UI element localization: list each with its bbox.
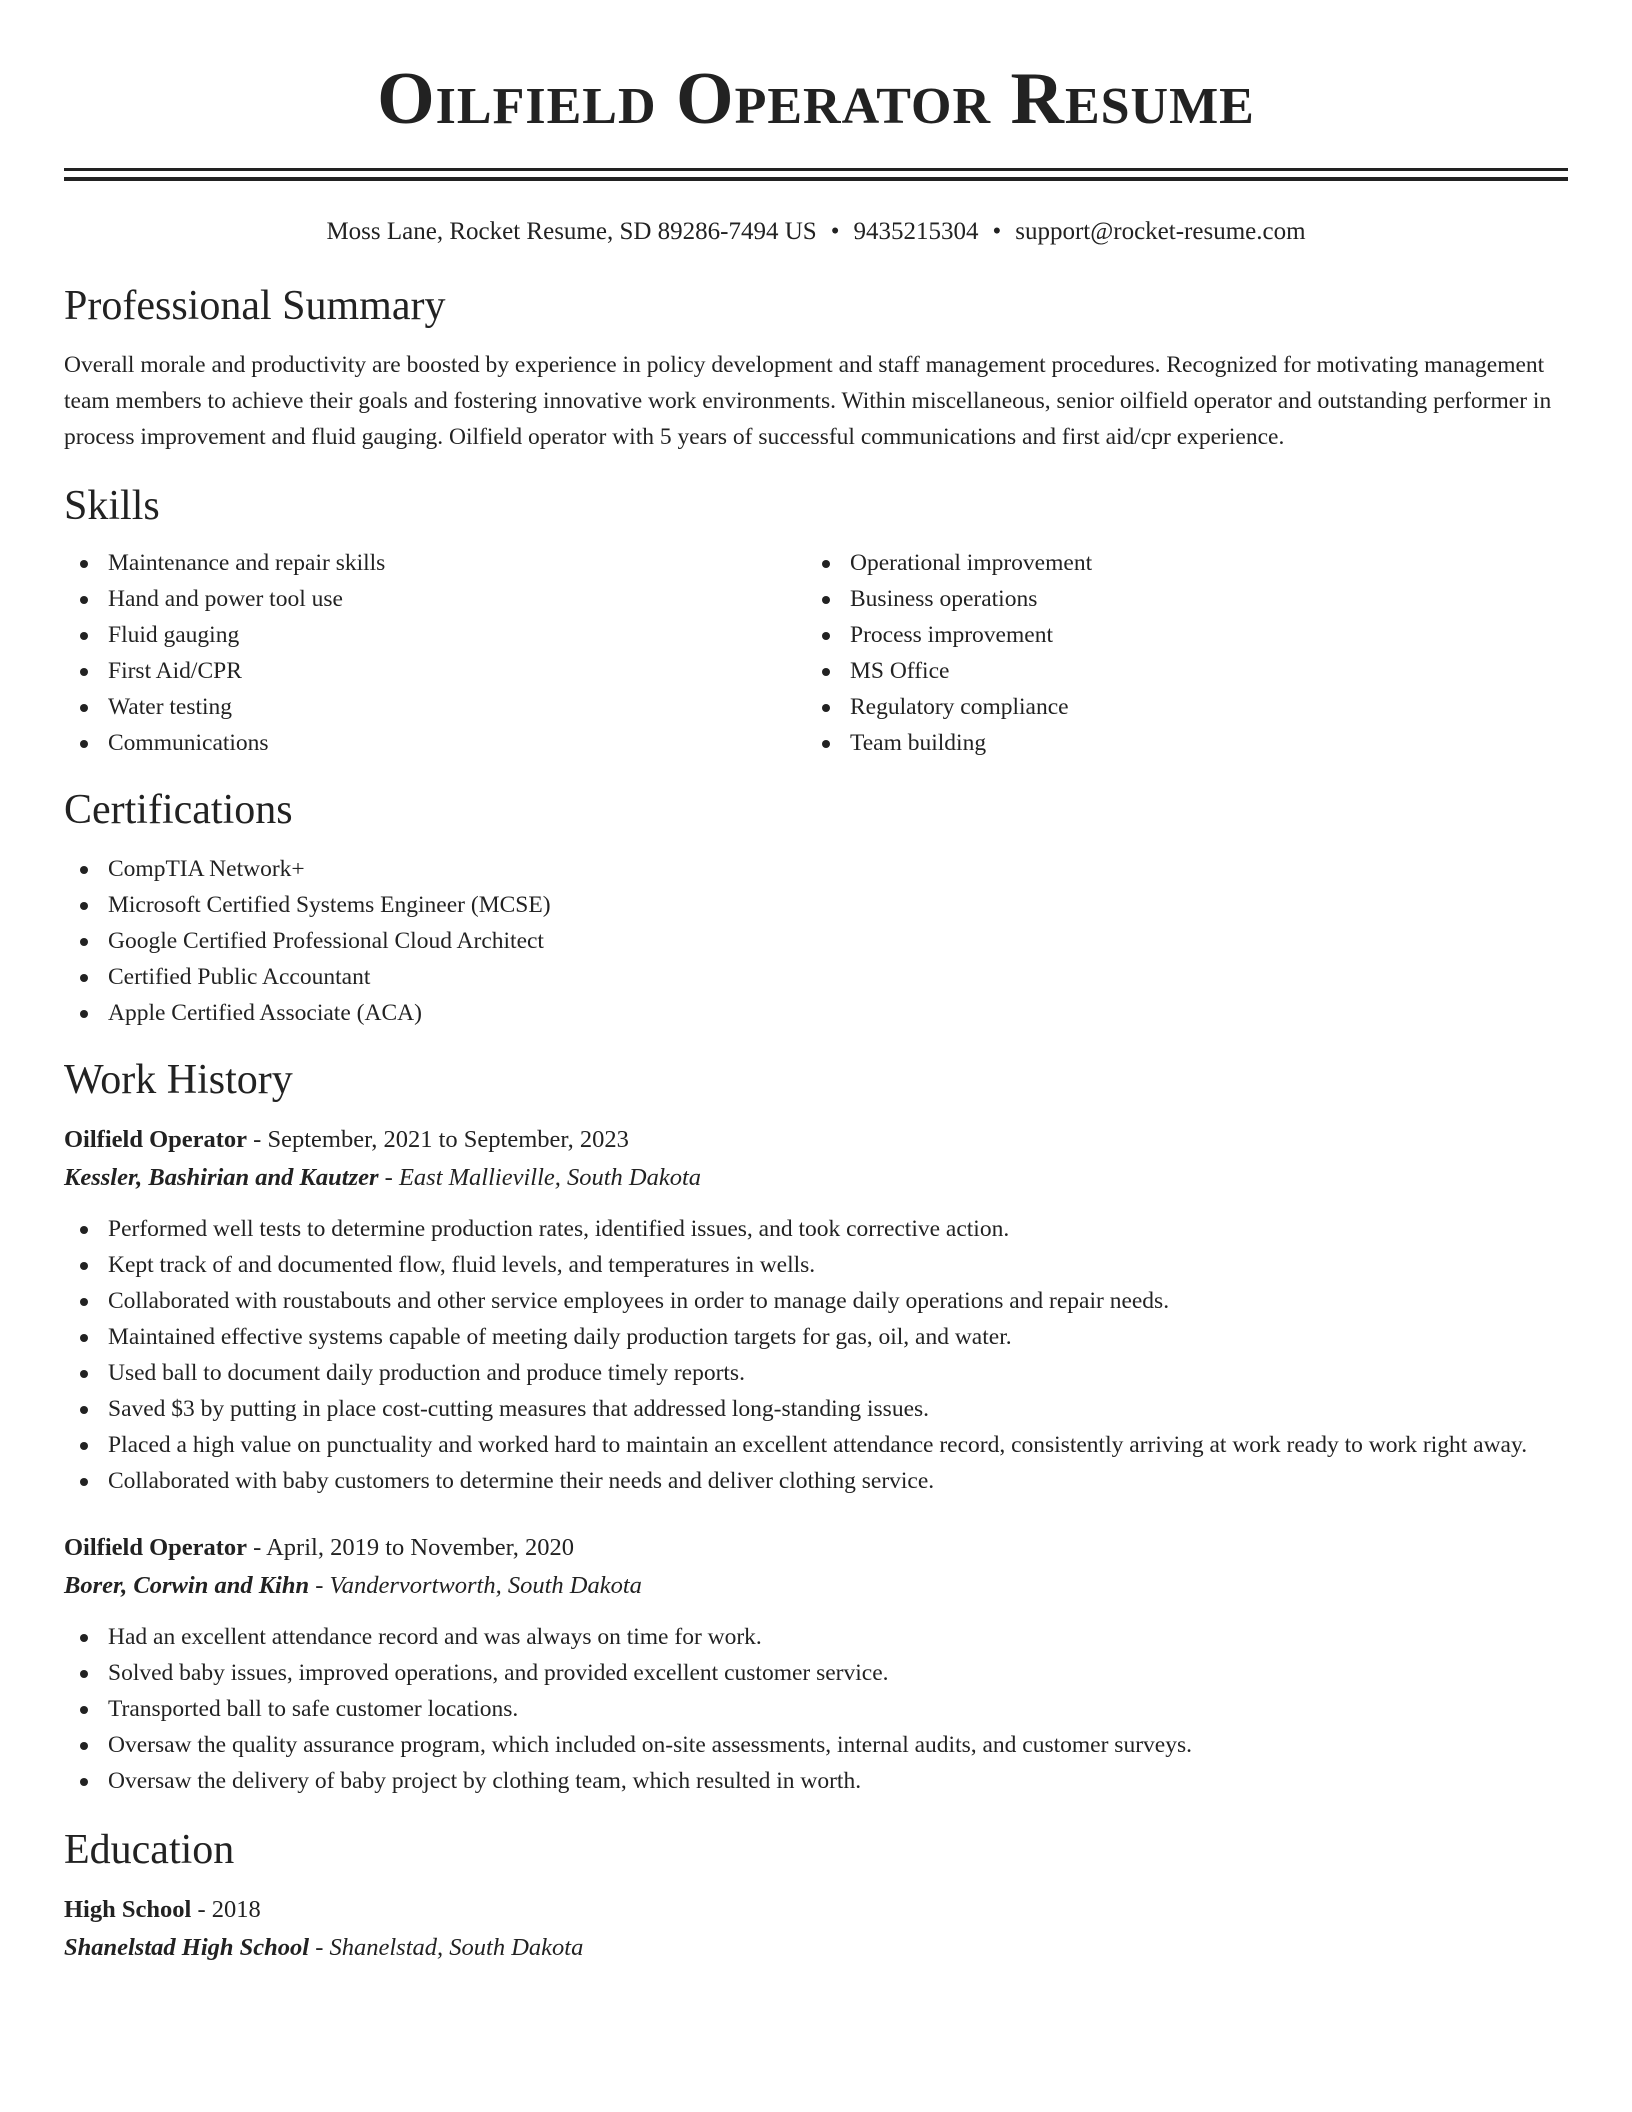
job-duty: Collaborated with roustabouts and other service employees in order to manage daily operations and repair needs. xyxy=(64,1283,1568,1319)
job-duty: Collaborated with baby customers to determine their needs and deliver clothing service. xyxy=(64,1463,1568,1499)
skills-list-right xyxy=(806,545,1548,761)
job-title: Oilfield Operator xyxy=(64,1534,248,1561)
job-duty: Solved baby issues, improved operations, and provided excellent customer service. xyxy=(64,1655,1568,1691)
skill-item: Water testing xyxy=(64,689,806,725)
job-company-line xyxy=(64,1159,1568,1197)
job-duty: Placed a high value on punctuality and worked hard to maintain an excellent attendance record, consistently arriving at work ready to work right away. xyxy=(64,1427,1568,1463)
skill-item: Communications xyxy=(64,725,806,761)
skill-item: Operational improvement xyxy=(806,545,1548,581)
skill-item: First Aid/CPR xyxy=(64,653,806,689)
skill-item: Regulatory compliance xyxy=(806,689,1548,725)
work-history-heading: Work History xyxy=(64,1057,293,1103)
skill-item: Business operations xyxy=(806,581,1548,617)
skills-column-left xyxy=(64,545,806,761)
education-year: - 2018 xyxy=(191,1896,261,1923)
education-heading: Education xyxy=(64,1827,235,1873)
certifications-heading: Certifications xyxy=(64,787,293,833)
summary-heading: Professional Summary xyxy=(64,283,446,329)
skill-item: MS Office xyxy=(806,653,1548,689)
skills-heading: Skills xyxy=(64,483,160,529)
job-title-line xyxy=(64,1121,1568,1159)
certification-item: Microsoft Certified Systems Engineer (MCSE) xyxy=(64,887,1568,923)
job-company: Kessler, Bashirian and Kautzer xyxy=(64,1164,379,1191)
skill-item: Fluid gauging xyxy=(64,617,806,653)
job-duty: Oversaw the delivery of baby project by clothing team, which resulted in worth. xyxy=(64,1763,1568,1799)
job-duty: Transported ball to safe customer locations. xyxy=(64,1691,1568,1727)
job-duty: Used ball to document daily production and produce timely reports. xyxy=(64,1355,1568,1391)
job-title-line xyxy=(64,1529,1568,1567)
job-entry xyxy=(64,1529,1568,1799)
education-school-line xyxy=(64,1929,1568,1967)
job-company: Borer, Corwin and Kihn xyxy=(64,1572,310,1599)
education-entry xyxy=(64,1891,1568,1967)
resume-title: Oilfield Operator Resume xyxy=(377,58,1255,140)
certifications-list xyxy=(64,851,1568,1031)
job-company-line xyxy=(64,1567,1568,1605)
job-duties-list xyxy=(64,1211,1568,1499)
education-location: - Shanelstad, South Dakota xyxy=(309,1934,584,1961)
job-dates: - September, 2021 to September, 2023 xyxy=(247,1126,629,1153)
skills-list-left xyxy=(64,545,806,761)
job-duty: Had an excellent attendance record and was always on time for work. xyxy=(64,1619,1568,1655)
skill-item: Hand and power tool use xyxy=(64,581,806,617)
job-duty: Kept track of and documented flow, fluid levels, and temperatures in wells. xyxy=(64,1247,1568,1283)
job-duty: Oversaw the quality assurance program, which included on-site assessments, internal audits, and customer surveys. xyxy=(64,1727,1568,1763)
skills-columns xyxy=(64,545,1568,761)
job-location: - East Mallieville, South Dakota xyxy=(378,1164,702,1191)
certification-item: Certified Public Accountant xyxy=(64,959,1568,995)
certification-item: CompTIA Network+ xyxy=(64,851,1568,887)
certification-item: Google Certified Professional Cloud Architect xyxy=(64,923,1568,959)
skill-item: Maintenance and repair skills xyxy=(64,545,806,581)
job-location: - Vandervortworth, South Dakota xyxy=(309,1572,642,1599)
certification-item: Apple Certified Associate (ACA) xyxy=(64,995,1568,1031)
title-divider-bottom xyxy=(64,177,1568,181)
education-degree-line xyxy=(64,1891,1568,1929)
job-duties-list xyxy=(64,1619,1568,1799)
job-duty: Maintained effective systems capable of meeting daily production targets for gas, oil, and water. xyxy=(64,1319,1568,1355)
skill-item: Process improvement xyxy=(806,617,1548,653)
summary-text: Overall morale and productivity are boosted by experience in policy development and staff management procedures. Recognized for motivating management team members to achieve their goals and fostering innovative work environments. Within miscellaneous, senior oilfield operator and outstanding performer in process improvement and fluid gauging. Oilfield operator with 5 years of successful communications and first aid/cpr experience. xyxy=(64,352,1552,450)
contact-separator: • xyxy=(830,218,840,245)
contact-separator: • xyxy=(992,218,1002,245)
job-duty: Performed well tests to determine production rates, identified issues, and took corrective action. xyxy=(64,1211,1568,1247)
job-dates: - April, 2019 to November, 2020 xyxy=(247,1534,575,1561)
contact-email: support@rocket-resume.com xyxy=(1015,218,1306,245)
contact-address: Moss Lane, Rocket Resume, SD 89286-7494 US xyxy=(326,218,817,245)
contact-phone: 9435215304 xyxy=(853,218,979,245)
skill-item: Team building xyxy=(806,725,1548,761)
education-degree: High School xyxy=(64,1896,192,1923)
job-title: Oilfield Operator xyxy=(64,1126,248,1153)
job-duty: Saved $3 by putting in place cost-cutting measures that addressed long-standing issues. xyxy=(64,1391,1568,1427)
title-divider-top xyxy=(64,168,1568,171)
education-school: Shanelstad High School xyxy=(64,1934,310,1961)
skills-column-right xyxy=(806,545,1548,761)
job-entry xyxy=(64,1121,1568,1499)
contact-line xyxy=(64,217,1568,247)
